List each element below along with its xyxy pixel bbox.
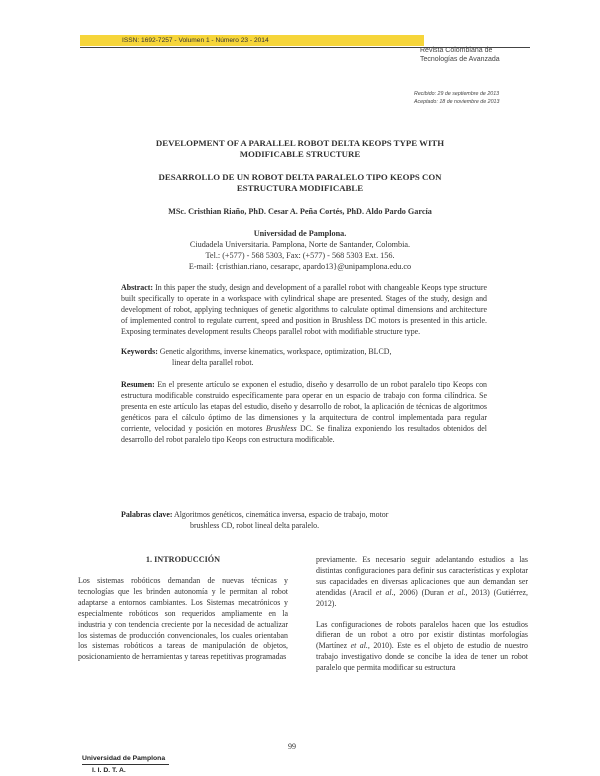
resumen-label: Resumen: — [121, 380, 155, 389]
received-date: Recibido: 29 de septiembre de 2013 — [414, 91, 500, 97]
abstract-text: In this paper the study, design and development of a parallel robot with changeable Keops type structure built specifically to operate in a workspace with cylindrical shape are presented. Stages of the study, design and development of robot, applying techniques of genetic algorithms to calculate optimal dimensions and architecture of implemented control to regulate current, speed and position in Brushless DC motors is presented in this article. Exposing terminates development results Cheops parallel robot with modifiable structure type. — [121, 283, 487, 336]
palabras-clave — [121, 510, 487, 532]
section-heading-intro: 1. INTRODUCCIÓN — [145, 555, 221, 564]
title-es-line-2: ESTRUCTURA MODIFICABLE — [236, 183, 364, 193]
keywords — [121, 347, 487, 369]
col2-p1-i1: et al — [375, 587, 392, 597]
resumen-italic: Brushless — [265, 423, 297, 433]
keywords-label: Keywords: — [121, 347, 158, 356]
intro-col2-paragraph-1 — [316, 555, 528, 610]
email[interactable]: E-mail: {cristhian.riano, cesarapc, apardo13}@unipamplona.edu.co — [188, 262, 412, 271]
journal-line-2: Tecnologías de Avanzada — [420, 56, 500, 63]
address: Ciudadela Universitaria. Pamplona, Norte de Santander, Colombia. — [189, 240, 411, 249]
keywords-line-2: linear delta parallel robot. — [172, 357, 254, 367]
palabras-line-2: brushless CD, robot lineal delta paralelo. — [190, 520, 320, 530]
affiliation — [60, 228, 540, 272]
col2-p1-c: , 2013) (Gutiérrez, 2012). — [316, 587, 529, 608]
abstract — [121, 283, 487, 338]
issn-banner — [80, 35, 424, 46]
page-number: 99 — [288, 742, 296, 751]
col2-p2-a: Las configuraciones de robots paralelos hacen que los estudios difieran de un robot a otro por existir distintas morfologías (Martínez — [316, 619, 528, 651]
col2-p2-b: , 2010). Este es el objeto de estudio de nuestro trabajo investigativo donde se concibe la idea de tener un robot paralelo que permita modificar su estructura — [316, 641, 528, 673]
intro-column-2 — [316, 555, 528, 674]
received-dates — [414, 90, 534, 106]
resumen — [121, 380, 487, 445]
col2-p2-i: et al. — [350, 641, 368, 651]
footer-institution — [82, 747, 232, 774]
authors: MSc. Cristhian Riaño, PhD. Cesar A. Peña Cortés, PhD. Aldo Pardo García — [168, 207, 432, 216]
col2-p1-i2: et al. — [447, 587, 466, 597]
journal-name — [420, 46, 530, 64]
accepted-date: Aceptado: 18 de noviembre de 2013 — [414, 99, 500, 105]
journal-line-1: Revista Colombiana de — [420, 47, 493, 54]
col2-p1-b: ., 2006) (Duran — [391, 587, 448, 597]
title-en-line-1: DEVELOPMENT OF A PARALLEL ROBOT DELTA KEOPS TYPE WITH — [155, 138, 445, 148]
university: Universidad de Pamplona. — [253, 229, 347, 238]
keywords-line-1: Genetic algorithms, inverse kinematics, workspace, optimization, BLCD, — [157, 347, 392, 356]
palabras-line-1: Algoritmos genéticos, cinemática inversa, espacio de trabajo, motor — [172, 510, 389, 519]
abstract-label: Abstract: — [121, 283, 153, 292]
issn-text: ISSN: 1692-7257 - Volumen 1 - Número 23 - 2014 — [122, 37, 269, 44]
col2-p1-a: previamente. Es necesario seguir adelantando estudios a las distintas configuraciones para definir sus características y explotar sus capacidades en diversas aplicaciones que aun demandan ser atendidas (Aracil — [316, 555, 528, 597]
intro-col2-paragraph-2 — [316, 620, 528, 675]
title-english — [60, 138, 540, 160]
title-en-line-2: MODIFICABLE STRUCTURE — [239, 149, 361, 159]
footer-line-1: Universidad de Pamplona — [82, 753, 169, 765]
telephone: Tel.: (+577) - 568 5303, Fax: (+577) - 568 5303 Ext. 156. — [205, 251, 395, 260]
resumen-text: En el presente artículo se exponen el estudio, diseño y desarrollo de un robot paralelo tipo Keops con estructura modificable construido específicamente para operar en un espacio de trabajo con forma cilíndrica. Se presenta en este artículo las etapas del estudio, diseño y desarrollo de robot, la aplicación de técnicas de algoritmos genéticos para el cálculo óptimo de las dimensiones y la arquitectura de control implementada para regular corriente, velocidad y posición en motores — [121, 380, 487, 433]
resumen-text-end: DC. Se finaliza exponiendo los resultados obtenidos del desarrollo del robot paralelo tipo Keops con estructura modificable. — [121, 423, 487, 444]
title-es-line-1: DESARROLLO DE UN ROBOT DELTA PARALELO TIPO KEOPS CON — [158, 172, 442, 182]
intro-column-1: Los sistemas robóticos demandan de nuevas técnicas y tecnologías que les brinden autonomía y le permitan al robot adaptarse a entornos cambiantes. Los Sistemas mecatrónicos y especialmente robóticos son requeridos ampliamente en la industria y con tendencia creciente por la necesidad de actualizar los sistemas de producción convencionales, los cuales orientaban los sistemas robóticos a tareas de manipulación de objetos, posicionamiento de herramientas y tareas repetitivas programadas — [78, 576, 288, 662]
title-spanish — [60, 172, 540, 194]
footer-line-2: I. I. D. T. A. — [92, 767, 126, 774]
palabras-label: Palabras clave: — [121, 510, 173, 519]
